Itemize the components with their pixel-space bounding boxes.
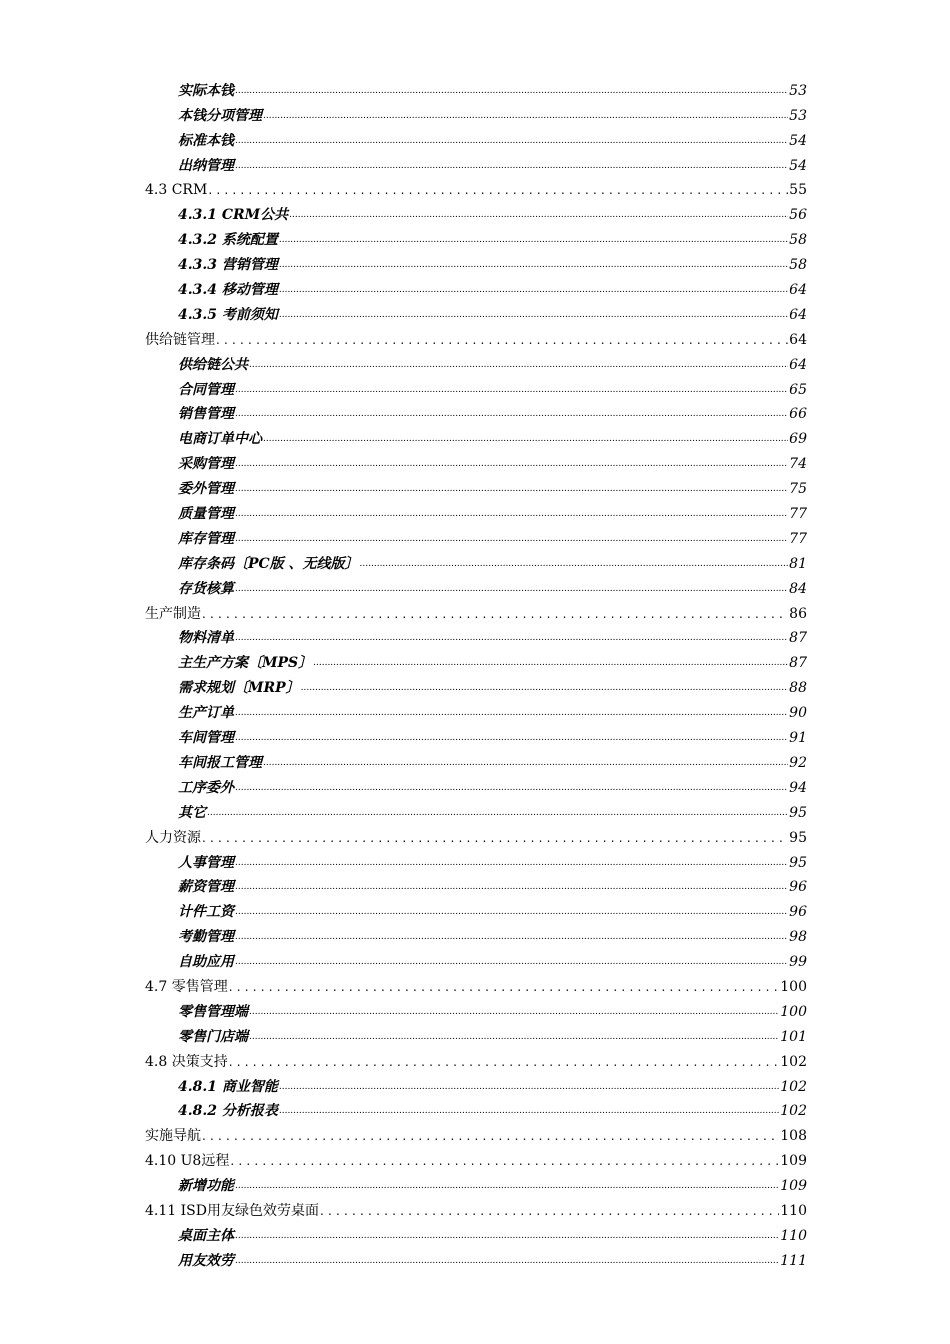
toc-entry-title: 人事管理	[178, 854, 234, 871]
toc-page-number: 109	[780, 1178, 807, 1195]
toc-entry-subsection[interactable]	[145, 449, 807, 474]
toc-page-number: 74	[789, 456, 807, 473]
toc-entry-subsection[interactable]	[145, 798, 807, 823]
toc-entry-title: 合同管理	[178, 381, 234, 398]
toc-entry-title: 考勤管理	[178, 929, 234, 946]
toc-leader-dots	[279, 305, 788, 325]
toc-leader-dots	[235, 728, 788, 748]
toc-leader-dots	[313, 653, 788, 673]
toc-leader-dots	[235, 1226, 779, 1246]
toc-entry-section[interactable]	[145, 176, 807, 201]
toc-page-number: 96	[789, 879, 807, 896]
toc-entry-subsection[interactable]	[145, 574, 807, 599]
toc-entry-subsection[interactable]	[145, 524, 807, 549]
toc-entry-subsection[interactable]	[145, 474, 807, 499]
toc-entry-title: 车间报工管理	[178, 754, 262, 771]
toc-leader-dots	[320, 1201, 779, 1221]
toc-entry-section[interactable]	[145, 1047, 807, 1072]
toc-entry-subsection[interactable]	[145, 897, 807, 922]
toc-page-number: 110	[780, 1202, 807, 1219]
toc-leader-dots	[235, 529, 788, 549]
toc-leader-dots	[235, 628, 788, 648]
toc-leader-dots	[289, 205, 788, 225]
toc-page-number: 65	[789, 381, 807, 398]
toc-page-number: 58	[789, 232, 807, 249]
toc-entry-title: 4.8.1 商业智能	[178, 1078, 278, 1095]
toc-page-number: 108	[780, 1128, 807, 1145]
toc-page-number: 87	[789, 655, 807, 672]
toc-entry-section[interactable]	[145, 823, 807, 848]
toc-entry-title: 生产制造	[145, 605, 201, 622]
toc-entry-subsection[interactable]	[145, 101, 807, 126]
toc-entry-section[interactable]	[145, 599, 807, 624]
toc-entry-title: 主生产方案〔MPS〕	[178, 655, 313, 672]
toc-leader-dots	[235, 952, 788, 972]
toc-leader-dots	[235, 703, 788, 723]
toc-leader-dots	[263, 753, 788, 773]
toc-leader-dots	[202, 828, 788, 848]
toc-leader-dots	[249, 1002, 779, 1022]
toc-entry-subsection[interactable]	[145, 1171, 807, 1196]
toc-leader-dots	[202, 604, 788, 624]
toc-entry-subsection[interactable]	[145, 1072, 807, 1097]
toc-page-number: 100	[780, 1003, 807, 1020]
toc-leader-dots	[301, 678, 789, 698]
toc-entry-title: 4.8 决策支持	[145, 1053, 228, 1070]
toc-entry-title: 车间管理	[178, 730, 234, 747]
toc-leader-dots	[235, 81, 788, 101]
toc-leader-dots	[235, 927, 788, 947]
toc-page-number: 92	[789, 754, 807, 771]
toc-entry-title: 实际本钱	[178, 82, 234, 99]
toc-leader-dots	[235, 579, 788, 599]
toc-entry-title: 4.3.5 考前须知	[178, 306, 278, 323]
toc-leader-dots	[216, 330, 788, 350]
toc-entry-subsection[interactable]	[145, 673, 807, 698]
toc-leader-dots	[235, 404, 788, 424]
toc-page-number: 64	[789, 331, 807, 348]
toc-entry-section[interactable]	[145, 1146, 807, 1171]
toc-entry-subsection[interactable]	[145, 947, 807, 972]
toc-page-number: 98	[789, 929, 807, 946]
toc-entry-title: 计件工资	[178, 904, 234, 921]
toc-page-number: 75	[789, 481, 807, 498]
toc-page-number: 94	[789, 779, 807, 796]
toc-page-number: 95	[789, 829, 807, 846]
toc-entry-section[interactable]	[145, 972, 807, 997]
toc-entry-title: 标准本钱	[178, 132, 234, 149]
toc-page-number: 54	[789, 157, 807, 174]
toc-leader-dots	[235, 778, 788, 798]
toc-entry-title: 4.11 ISD用友绿色效劳桌面	[145, 1202, 319, 1219]
toc-entry-title: 库存管理	[178, 530, 234, 547]
toc-leader-dots	[235, 853, 788, 873]
toc-entry-subsection[interactable]	[145, 300, 807, 325]
table-of-contents	[145, 76, 807, 1271]
toc-leader-dots	[235, 1251, 779, 1271]
toc-entry-title: 用友效劳	[178, 1252, 234, 1269]
toc-entry-section[interactable]	[145, 1196, 807, 1221]
toc-entry-subsection[interactable]	[145, 773, 807, 798]
toc-entry-subsection[interactable]	[145, 275, 807, 300]
toc-entry-section[interactable]	[145, 1121, 807, 1146]
toc-entry-title: 库存条码〔PC版 、无线版〕	[178, 555, 359, 572]
toc-entry-subsection[interactable]	[145, 997, 807, 1022]
toc-leader-dots	[279, 280, 788, 300]
toc-page-number: 53	[789, 107, 807, 124]
toc-page-number: 81	[789, 555, 807, 572]
toc-page-number: 66	[789, 406, 807, 423]
toc-entry-title: 存货核算	[178, 580, 234, 597]
toc-page-number: 88	[789, 680, 807, 697]
toc-entry-title: 实施导航	[145, 1128, 201, 1145]
toc-entry-title: 电商订单中心	[178, 431, 262, 448]
toc-entry-subsection[interactable]	[145, 499, 807, 524]
toc-page-number: 64	[789, 306, 807, 323]
toc-page-number: 91	[789, 730, 807, 747]
toc-entry-subsection[interactable]	[145, 698, 807, 723]
toc-page-number: 55	[789, 182, 807, 199]
toc-entry-subsection[interactable]	[145, 375, 807, 400]
toc-entry-title: 其它	[178, 804, 206, 821]
toc-leader-dots	[360, 554, 789, 574]
toc-leader-dots	[229, 977, 780, 997]
toc-page-number: 53	[789, 82, 807, 99]
toc-leader-dots	[235, 504, 788, 524]
toc-page-number: 100	[780, 978, 807, 995]
toc-leader-dots	[263, 429, 788, 449]
toc-entry-subsection[interactable]	[145, 1097, 807, 1122]
toc-page-number: 77	[789, 506, 807, 523]
toc-entry-title: 自助应用	[178, 954, 234, 971]
toc-page-number: 99	[789, 954, 807, 971]
toc-entry-subsection[interactable]	[145, 200, 807, 225]
toc-entry-subsection[interactable]	[145, 126, 807, 151]
toc-entry-title: 4.3.2 系统配置	[178, 232, 278, 249]
toc-page-number: 96	[789, 904, 807, 921]
toc-entry-title: 零售门店端	[178, 1028, 248, 1045]
toc-page-number: 90	[789, 705, 807, 722]
toc-entry-subsection[interactable]	[145, 225, 807, 250]
toc-leader-dots	[230, 1151, 779, 1171]
toc-entry-title: 出纳管理	[178, 157, 234, 174]
toc-entry-title: 4.3.4 移动管理	[178, 282, 278, 299]
toc-page-number: 109	[780, 1153, 807, 1170]
toc-leader-dots	[235, 380, 788, 400]
toc-entry-title: 4.3 CRM	[145, 182, 208, 199]
toc-entry-title: 质量管理	[178, 506, 234, 523]
toc-entry-title: 销售管理	[178, 406, 234, 423]
toc-page-number: 102	[780, 1078, 807, 1095]
toc-entry-subsection[interactable]	[145, 723, 807, 748]
toc-entry-title: 本钱分项管理	[178, 107, 262, 124]
toc-entry-subsection[interactable]	[145, 1246, 807, 1271]
toc-leader-dots	[279, 230, 788, 250]
toc-entry-subsection[interactable]	[145, 400, 807, 425]
toc-entry-subsection[interactable]	[145, 748, 807, 773]
toc-entry-title: 需求规划〔MRP〕	[178, 680, 300, 697]
toc-entry-title: 4.3.3 营销管理	[178, 257, 278, 274]
toc-entry-subsection[interactable]	[145, 848, 807, 873]
toc-page-number: 87	[789, 630, 807, 647]
toc-leader-dots	[279, 1077, 779, 1097]
toc-leader-dots	[249, 355, 788, 375]
toc-entry-subsection[interactable]	[145, 151, 807, 176]
toc-entry-subsection[interactable]	[145, 624, 807, 649]
toc-entry-title: 采购管理	[178, 456, 234, 473]
toc-page-number: 111	[780, 1252, 807, 1269]
toc-entry-subsection[interactable]	[145, 922, 807, 947]
toc-page-number: 58	[789, 257, 807, 274]
toc-entry-subsection[interactable]	[145, 873, 807, 898]
toc-entry-title: 物料清单	[178, 630, 234, 647]
toc-leader-dots	[249, 1027, 779, 1047]
toc-entry-title: 桌面主体	[178, 1227, 234, 1244]
toc-entry-title: 生产订单	[178, 705, 234, 722]
toc-entry-subsection[interactable]	[145, 424, 807, 449]
toc-leader-dots	[229, 1052, 780, 1072]
toc-entry-subsection[interactable]	[145, 549, 807, 574]
toc-page-number: 102	[780, 1053, 807, 1070]
toc-entry-title: 4.3.1 CRM公共	[178, 207, 289, 224]
toc-entry-subsection[interactable]	[145, 250, 807, 275]
toc-page-number: 95	[789, 804, 807, 821]
toc-page-number: 54	[789, 132, 807, 149]
toc-entry-title: 委外管理	[178, 481, 234, 498]
toc-leader-dots	[235, 156, 788, 176]
toc-page-number: 110	[780, 1227, 807, 1244]
toc-leader-dots	[235, 479, 788, 499]
toc-entry-title: 4.8.2 分析报表	[178, 1103, 278, 1120]
toc-entry-title: 零售管理端	[178, 1003, 248, 1020]
toc-entry-subsection[interactable]	[145, 350, 807, 375]
toc-entry-subsection[interactable]	[145, 648, 807, 673]
toc-entry-subsection[interactable]	[145, 1221, 807, 1246]
toc-leader-dots	[235, 454, 788, 474]
toc-leader-dots	[202, 1126, 779, 1146]
toc-entry-title: 新增功能	[178, 1178, 234, 1195]
toc-leader-dots	[235, 902, 788, 922]
toc-entry-subsection[interactable]	[145, 1022, 807, 1047]
toc-leader-dots	[235, 877, 788, 897]
toc-entry-section[interactable]	[145, 325, 807, 350]
toc-page-number: 64	[789, 282, 807, 299]
toc-page-number: 84	[789, 580, 807, 597]
toc-entry-title: 人力资源	[145, 829, 201, 846]
toc-entry-subsection[interactable]	[145, 76, 807, 101]
toc-entry-title: 工序委外	[178, 779, 234, 796]
toc-page-number: 56	[789, 207, 807, 224]
toc-leader-dots	[235, 131, 788, 151]
toc-entry-title: 4.10 U8远程	[145, 1153, 230, 1170]
toc-page-number: 101	[780, 1028, 807, 1045]
toc-leader-dots	[207, 803, 788, 823]
toc-page-number: 64	[789, 356, 807, 373]
toc-entry-title: 供给链管理	[145, 331, 215, 348]
toc-leader-dots	[208, 180, 788, 200]
toc-page-number: 77	[789, 530, 807, 547]
toc-entry-title: 薪资管理	[178, 879, 234, 896]
toc-page-number: 69	[789, 431, 807, 448]
toc-entry-title: 4.7 零售管理	[145, 978, 228, 995]
toc-page-number: 86	[789, 605, 807, 622]
toc-page-number: 102	[780, 1103, 807, 1120]
toc-leader-dots	[279, 255, 788, 275]
toc-leader-dots	[235, 1176, 779, 1196]
toc-leader-dots	[263, 106, 788, 126]
toc-page-number: 95	[789, 854, 807, 871]
toc-leader-dots	[279, 1101, 779, 1121]
toc-entry-title: 供给链公共	[178, 356, 248, 373]
